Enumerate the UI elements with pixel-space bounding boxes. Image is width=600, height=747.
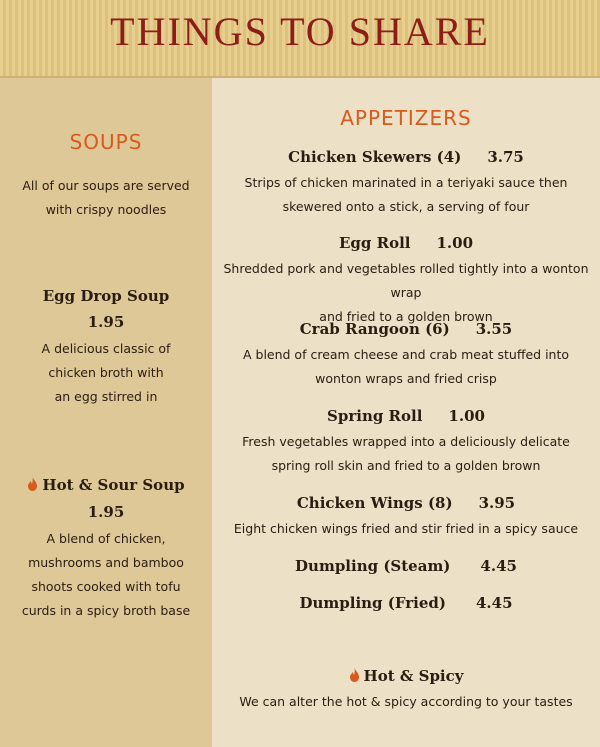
appetizer-price: 1.00 [436, 234, 474, 252]
soups-panel [0, 78, 212, 747]
page-title: THINGS TO SHARE [110, 9, 490, 54]
flame-icon [27, 473, 38, 499]
appetizer-name: Dumpling (Steam) [295, 557, 451, 575]
soup-name: Hot & Sour Soup [42, 476, 185, 494]
appetizers-panel [212, 78, 600, 747]
soup-price: 1.95 [87, 503, 125, 521]
appetizer-desc-line: A blend of cream cheese and crab meat stuffed into [242, 347, 570, 362]
appetizer-name: Dumpling (Fried) [299, 594, 446, 612]
appetizer-desc-line: Shredded pork and vegetables rolled tightly into a wonton wrap [223, 261, 589, 300]
appetizer-desc-line: Fresh vegetables wrapped into a deliciously delicate [242, 434, 570, 449]
appetizer-item [212, 232, 600, 329]
spicy-legend [212, 665, 600, 714]
soup-desc-line: shoots cooked with tofu [31, 579, 181, 594]
soup-desc-line: A blend of chicken, [46, 531, 166, 546]
appetizer-desc-line: and fried to a golden brown [319, 309, 493, 324]
soups-intro-line: All of our soups are served [22, 178, 190, 193]
appetizer-name: Egg Roll [338, 234, 411, 252]
appetizer-item [212, 592, 600, 614]
appetizer-desc-line: Strips of chicken marinated in a teriyaki sauce then [244, 175, 568, 190]
appetizer-name: Spring Roll [327, 407, 423, 425]
soups-heading: SOUPS [69, 130, 143, 154]
soup-price: 1.95 [87, 313, 125, 331]
soup-desc-line: A delicious classic of [41, 341, 171, 356]
soups-intro-line: with crispy noodles [45, 202, 167, 217]
soup-desc-line: mushrooms and bamboo [28, 555, 184, 570]
appetizer-price: 4.45 [480, 557, 517, 575]
soup-item-hot-sour [0, 472, 212, 623]
appetizer-item [212, 146, 600, 219]
appetizer-desc-line: spring roll skin and fried to a golden brown [271, 458, 541, 473]
legend-note: We can alter the hot & spicy according to your tastes [239, 694, 573, 709]
soup-item-egg-drop [0, 283, 212, 409]
appetizer-item [212, 492, 600, 541]
soups-intro [0, 174, 212, 222]
appetizer-price: 3.95 [478, 494, 516, 512]
soup-desc-line: chicken broth with [48, 365, 164, 380]
appetizer-price: 1.00 [448, 407, 485, 425]
appetizers-heading: APPETIZERS [340, 106, 472, 130]
appetizer-price: 3.55 [475, 320, 513, 338]
appetizer-desc-line: wonton wraps and fried crisp [315, 371, 497, 386]
appetizer-price: 4.45 [475, 594, 513, 612]
appetizer-item [212, 555, 600, 577]
soup-desc-line: curds in a spicy broth base [21, 603, 191, 618]
appetizer-name: Chicken Wings (8) [296, 494, 453, 512]
header-band [0, 0, 600, 78]
appetizer-price: 3.75 [487, 148, 524, 166]
flame-icon [349, 666, 360, 688]
appetizer-name: Crab Rangoon (6) [299, 320, 450, 338]
soup-desc-line: an egg stirred in [54, 389, 158, 404]
legend-label: Hot & Spicy [363, 667, 464, 685]
soup-name: Egg Drop Soup [42, 287, 170, 305]
appetizer-item [212, 405, 600, 478]
appetizer-desc-line: skewered onto a stick, a serving of four [282, 199, 530, 214]
soup-name-row [0, 472, 212, 499]
appetizer-desc-line: Eight chicken wings fried and stir fried in a spicy sauce [233, 521, 579, 536]
appetizer-name: Chicken Skewers (4) [288, 148, 462, 166]
appetizer-item [212, 318, 600, 391]
